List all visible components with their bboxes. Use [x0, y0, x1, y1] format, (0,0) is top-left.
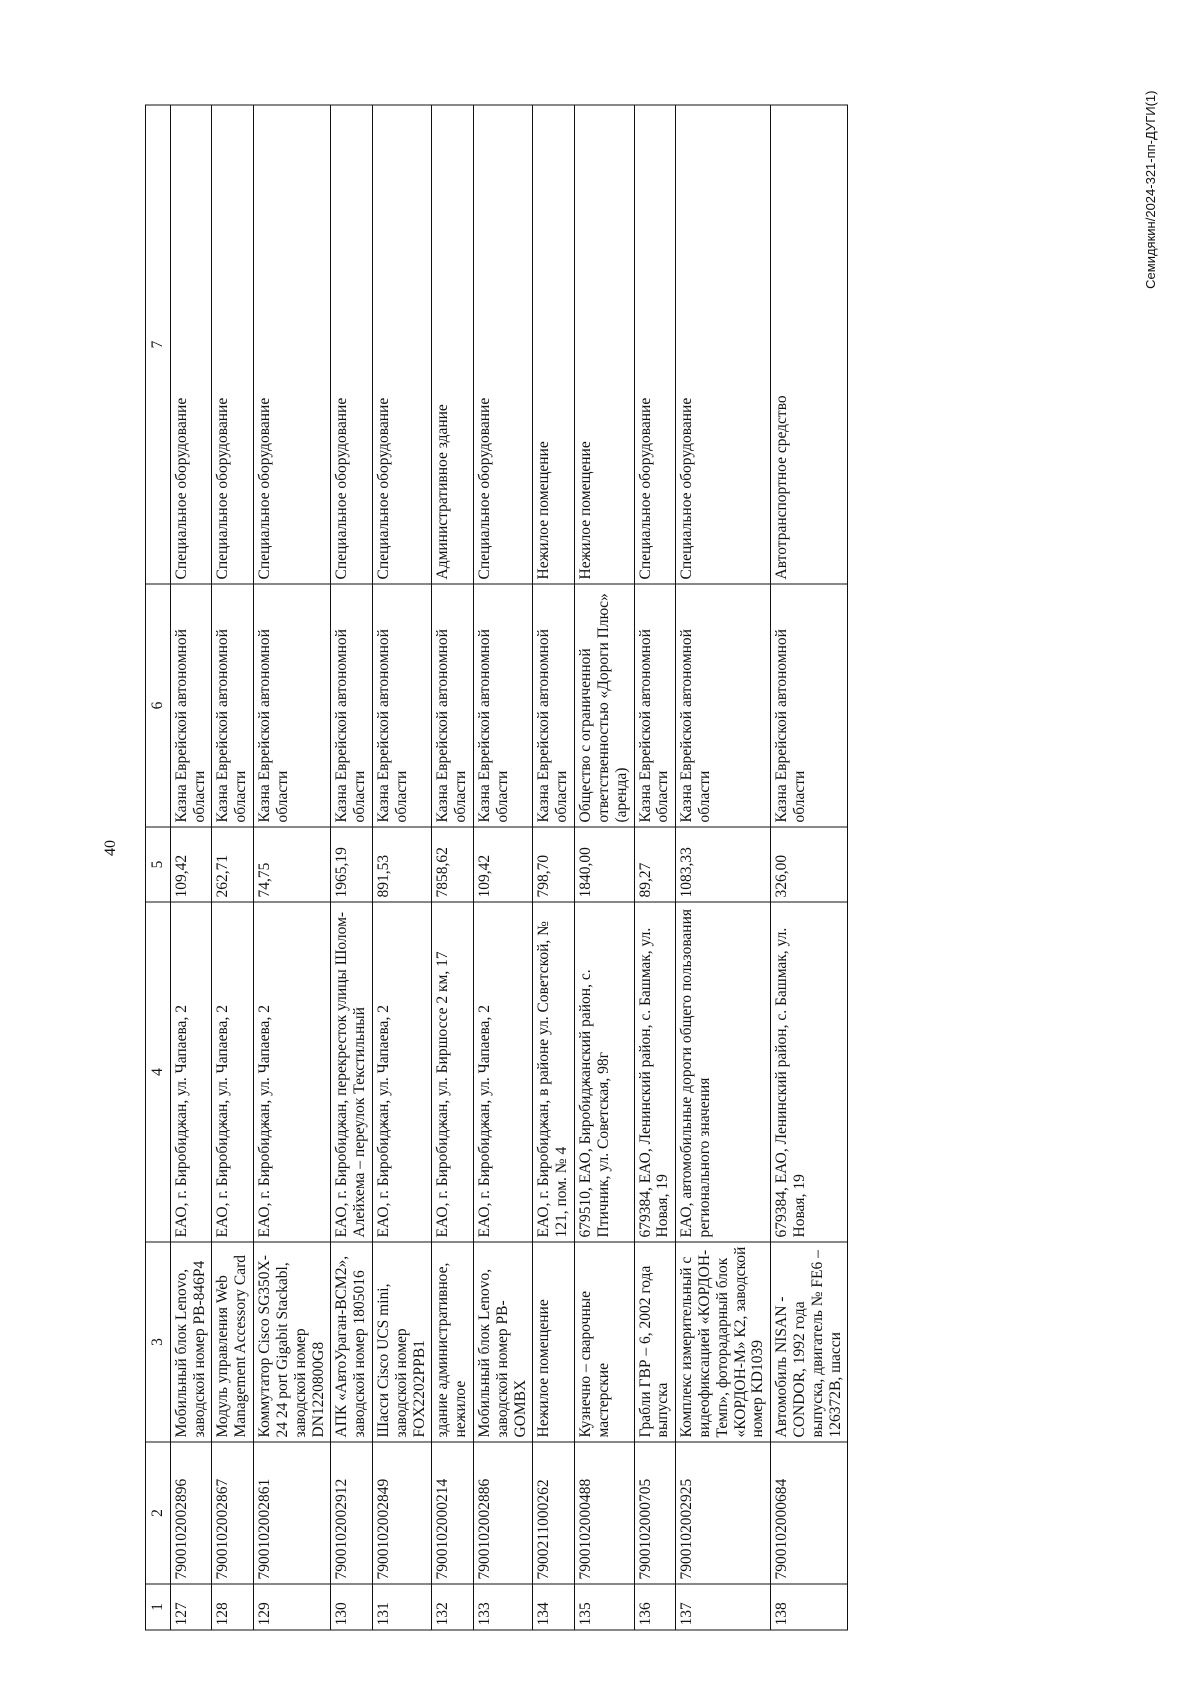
inventory-code-cell: 7900102000684: [771, 1442, 848, 1584]
row-number-cell: 135: [575, 1584, 634, 1630]
column-header-3: 3: [146, 1242, 171, 1442]
table-row: [771, 105, 848, 1630]
value-cell: 262,71: [212, 827, 254, 902]
row-number-cell: 133: [474, 1584, 533, 1630]
table-row: [533, 105, 575, 1630]
inventory-code-cell: 7900102002861: [254, 1442, 331, 1584]
object-name-cell: Комплекс измерительный с видеофиксацией «КОРДОН-Темп», фоторадарный блок «КОРДОН-М» К2, заводской номер KD1039: [676, 1242, 771, 1442]
value-cell: 1965,19: [331, 827, 373, 902]
address-cell: 679510, ЕАО, Биробиджанский район, с. Птичник, ул. Советская, 98г: [575, 902, 634, 1242]
inventory-code-cell: 7900211000262: [533, 1442, 575, 1584]
address-cell: ЕАО, г. Биробиджан, ул. Биршоссе 2 км, 17: [432, 902, 474, 1242]
value-cell: 798,70: [533, 827, 575, 902]
object-name-cell: Кузнечно – сварочные мастерские: [575, 1242, 634, 1442]
inventory-code-cell: 7900102000705: [634, 1442, 676, 1584]
address-cell: 679384, ЕАО, Ленинский район, с. Башмак, ул. Новая, 19: [634, 902, 676, 1242]
object-name-cell: Грабли ГВР – 6, 2002 года выпуска: [634, 1242, 676, 1442]
owner-cell: Казна Еврейской автономной области: [170, 584, 212, 827]
address-cell: ЕАО, г. Биробиджан, ул. Чапаева, 2: [474, 902, 533, 1242]
table-row: [372, 105, 431, 1630]
row-number-cell: 136: [634, 1584, 676, 1630]
page-number: 40: [102, 840, 119, 856]
address-cell: ЕАО, г. Биробиджан, ул. Чапаева, 2: [254, 902, 331, 1242]
row-number-cell: 128: [212, 1584, 254, 1630]
row-number-cell: 131: [372, 1584, 431, 1630]
object-name-cell: Автомобиль NISAN - CONDOR, 1992 года выпуска, двигатель № FE6 – 126372В, шасси: [771, 1242, 848, 1442]
column-header-1: 1: [146, 1584, 171, 1630]
row-number-cell: 138: [771, 1584, 848, 1630]
address-cell: ЕАО, автомобильные дороги общего пользования регионального значения: [676, 902, 771, 1242]
table-row: [575, 105, 634, 1630]
row-number-cell: 129: [254, 1584, 331, 1630]
inventory-code-cell: 7900102002925: [676, 1442, 771, 1584]
owner-cell: Казна Еврейской автономной области: [474, 584, 533, 827]
row-number-cell: 130: [331, 1584, 373, 1630]
object-type-cell: Специальное оборудование: [254, 105, 331, 584]
object-name-cell: Шасси Cisco UCS mini, заводской номер FOX2202PPB1: [372, 1242, 431, 1442]
value-cell: 326,00: [771, 827, 848, 902]
column-header-4: 4: [146, 902, 171, 1242]
inventory-code-cell: 7900102000214: [432, 1442, 474, 1584]
address-cell: ЕАО, г. Биробиджан, ул. Чапаева, 2: [372, 902, 431, 1242]
property-registry-table: [145, 105, 848, 1631]
object-type-cell: Специальное оборудование: [676, 105, 771, 584]
inventory-code-cell: 7900102002867: [212, 1442, 254, 1584]
row-number-cell: 137: [676, 1584, 771, 1630]
object-name-cell: здание административное, нежилое: [432, 1242, 474, 1442]
address-cell: ЕАО, г. Биробиджан, перекресток улицы Шолом-Алейхема – переулок Текстильный: [331, 902, 373, 1242]
value-cell: 109,42: [170, 827, 212, 902]
object-type-cell: Нежилое помещение: [533, 105, 575, 584]
object-type-cell: Специальное оборудование: [372, 105, 431, 584]
object-type-cell: Специальное оборудование: [212, 105, 254, 584]
table-row: [676, 105, 771, 1630]
row-number-cell: 132: [432, 1584, 474, 1630]
inventory-code-cell: 7900102002849: [372, 1442, 431, 1584]
owner-cell: Общество с ограниченной ответственностью «Дороги Плюс» (аренда): [575, 584, 634, 827]
row-number-cell: 134: [533, 1584, 575, 1630]
object-name-cell: Нежилое помещение: [533, 1242, 575, 1442]
object-name-cell: Коммутатор Cisco SG350X-24 24 port Gigabit Stackabl, заводской номер DN1220800G8: [254, 1242, 331, 1442]
value-cell: 109,42: [474, 827, 533, 902]
table-row: [254, 105, 331, 1630]
value-cell: 1840,00: [575, 827, 634, 902]
address-cell: ЕАО, г. Биробиджан, в районе ул. Советской, № 121, пом. № 4: [533, 902, 575, 1242]
address-cell: ЕАО, г. Биробиджан, ул. Чапаева, 2: [212, 902, 254, 1242]
table-row: [474, 105, 533, 1630]
owner-cell: Казна Еврейской автономной области: [634, 584, 676, 827]
object-type-cell: Административное здание: [432, 105, 474, 584]
object-type-cell: Специальное оборудование: [474, 105, 533, 584]
row-number-cell: 127: [170, 1584, 212, 1630]
address-cell: 679384, ЕАО, Ленинский район, с. Башмак, ул. Новая, 19: [771, 902, 848, 1242]
owner-cell: Казна Еврейской автономной области: [212, 584, 254, 827]
rotated-landscape-frame: [90, 61, 1158, 1636]
table-row: [170, 105, 212, 1630]
inventory-code-cell: 7900102000488: [575, 1442, 634, 1584]
value-cell: 7858,62: [432, 827, 474, 902]
column-header-6: 6: [146, 584, 171, 827]
column-header-2: 2: [146, 1442, 171, 1584]
object-type-cell: Нежилое помещение: [575, 105, 634, 584]
owner-cell: Казна Еврейской автономной области: [771, 584, 848, 827]
object-type-cell: Специальное оборудование: [170, 105, 212, 584]
object-name-cell: Мобильный блок Lenovo, заводской номер PB-846P4: [170, 1242, 212, 1442]
document-footer-code: Семидякин/2024-321-пп-ДУГИ(1): [1143, 90, 1158, 289]
column-header-5: 5: [146, 827, 171, 902]
value-cell: 891,53: [372, 827, 431, 902]
owner-cell: Казна Еврейской автономной области: [372, 584, 431, 827]
inventory-code-cell: 7900102002896: [170, 1442, 212, 1584]
inventory-code-cell: 7900102002912: [331, 1442, 373, 1584]
address-cell: ЕАО, г. Биробиджан, ул. Чапаева, 2: [170, 902, 212, 1242]
owner-cell: Казна Еврейской автономной области: [254, 584, 331, 827]
object-name-cell: Мобильный блок Lenovo, заводской номер PB-GOMBX: [474, 1242, 533, 1442]
header-row: [146, 105, 171, 1630]
object-name-cell: АПК «АвтоУраган-ВСМ2», заводской номер 1805016: [331, 1242, 373, 1442]
object-type-cell: Автотранспортное средство: [771, 105, 848, 584]
owner-cell: Казна Еврейской автономной области: [331, 584, 373, 827]
object-name-cell: Модуль управления Web Management Accessory Card: [212, 1242, 254, 1442]
table-row: [212, 105, 254, 1630]
owner-cell: Казна Еврейской автономной области: [533, 584, 575, 827]
object-type-cell: Специальное оборудование: [634, 105, 676, 584]
table-row: [634, 105, 676, 1630]
object-type-cell: Специальное оборудование: [331, 105, 373, 584]
inventory-code-cell: 7900102002886: [474, 1442, 533, 1584]
column-header-7: 7: [146, 105, 171, 584]
value-cell: 74,75: [254, 827, 331, 902]
value-cell: 1083,33: [676, 827, 771, 902]
owner-cell: Казна Еврейской автономной области: [676, 584, 771, 827]
table-row: [331, 105, 373, 1630]
table-row: [432, 105, 474, 1630]
owner-cell: Казна Еврейской автономной области: [432, 584, 474, 827]
value-cell: 89,27: [634, 827, 676, 902]
